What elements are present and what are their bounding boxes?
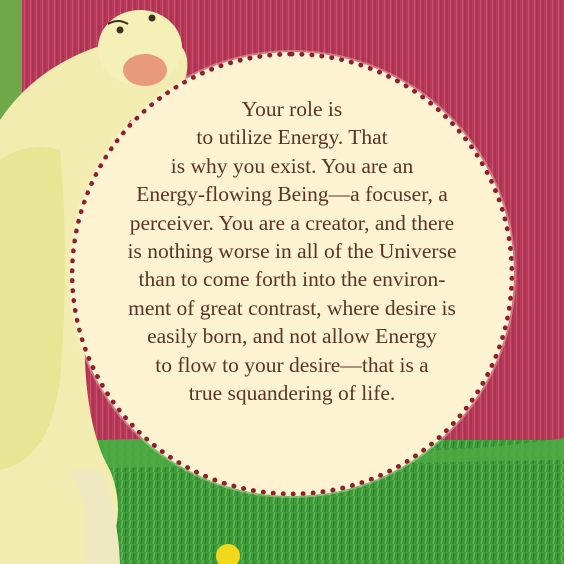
quote-text <box>70 95 514 407</box>
quote-line: than to come forth into the environ- <box>138 267 446 292</box>
quote-line: ment of great contrast, where desire is <box>128 295 456 320</box>
quote-line: to utilize Energy. That <box>196 125 388 150</box>
figure-cheek <box>123 54 167 86</box>
quote-line: to flow to your desire—that is a <box>155 352 429 377</box>
quote-line: easily born, and not allow Energy <box>147 324 437 349</box>
quote-line: true squandering of life. <box>188 381 396 406</box>
quote-line: is nothing worse in all of the Universe <box>127 239 457 264</box>
quote-line: Your role is <box>241 97 343 121</box>
figure-eye-right <box>149 15 156 22</box>
quote-line: Energy-flowing Being—a focuser, a <box>136 182 448 207</box>
quote-line: is why you exist. You are an <box>170 153 414 178</box>
quote-line: perceiver. You are a creator, and there <box>129 210 455 235</box>
figure-eye-left <box>117 27 124 34</box>
